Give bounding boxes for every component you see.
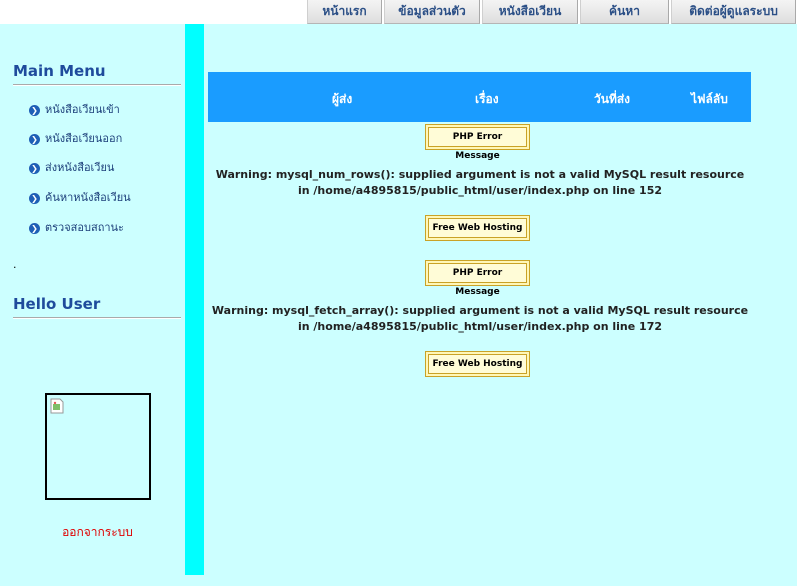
sidebar-item-label: หนังสือเวียนเข้า [45,103,120,116]
sidebar-item-search[interactable] [29,189,131,207]
warning-path-line: in /home/a4895815/public_html/user/index.php on line 152 [297,184,662,197]
broken-image-icon [50,398,64,414]
php-error-badge [425,124,530,161]
sidebar-item-label: ส่งหนังสือเวียน [45,161,115,174]
avatar [45,393,151,500]
sidebar-item-send[interactable] [29,159,114,177]
column-header-secret-file: ไฟล์ลับ [691,92,728,106]
column-header-subject: เรื่อง [475,92,499,106]
warning-message [205,167,755,199]
divider [13,84,181,86]
nav-tab-search[interactable]: ค้นหา [580,0,669,24]
php-error-badge-label: PHP Error Message [428,127,527,147]
sidebar-item-label: ตรวจสอบสถานะ [45,221,124,234]
sidebar-item-inbox[interactable] [29,101,120,119]
arrow-bullet-icon: ❯ [29,134,40,145]
divider [13,317,181,319]
sidebar-item-label: ค้นหาหนังสือเวียน [45,191,131,204]
free-web-hosting-badge[interactable] [425,351,530,377]
php-error-badge-label: PHP Error Message [428,263,527,283]
sidebar-item-label: หนังสือเวียนออก [45,132,123,145]
main-menu-heading: Main Menu [13,62,106,80]
top-nav-bar [0,0,797,24]
arrow-bullet-icon: ❯ [29,193,40,204]
free-web-hosting-label: Free Web Hosting [428,354,527,374]
warning-message [205,303,755,335]
warning-path-line: in /home/a4895815/public_html/user/index.php on line 172 [297,320,662,333]
nav-tab-contact-admin[interactable]: ติดต่อผู้ดูแลระบบ [671,0,796,24]
arrow-bullet-icon: ❯ [29,163,40,174]
free-web-hosting-label: Free Web Hosting [428,218,527,238]
nav-tab-circulars[interactable]: หนังสือเวียน [482,0,578,24]
nav-tab-home[interactable]: หน้าแรก [307,0,382,24]
sidebar-item-outbox[interactable] [29,130,122,148]
nav-tab-profile[interactable]: ข้อมูลส่วนตัว [384,0,480,24]
warning-line: Warning: mysql_fetch_array(): supplied argument is not a valid MySQL result resource [211,304,749,317]
sidebar-item-status[interactable] [29,219,124,237]
arrow-bullet-icon: ❯ [29,105,40,116]
stray-dot: . [13,258,17,271]
table-header [208,72,751,122]
free-web-hosting-badge[interactable] [425,215,530,241]
php-error-badge [425,260,530,297]
hello-user-heading: Hello User [13,295,101,313]
column-header-sender: ผู้ส่ง [332,92,353,106]
warning-line: Warning: mysql_num_rows(): supplied argument is not a valid MySQL result resource [215,168,745,181]
column-header-date-sent: วันที่ส่ง [594,92,631,106]
sidebar-separator-strip [185,24,204,575]
arrow-bullet-icon: ❯ [29,223,40,234]
logout-link[interactable]: ออกจากระบบ [62,525,133,539]
